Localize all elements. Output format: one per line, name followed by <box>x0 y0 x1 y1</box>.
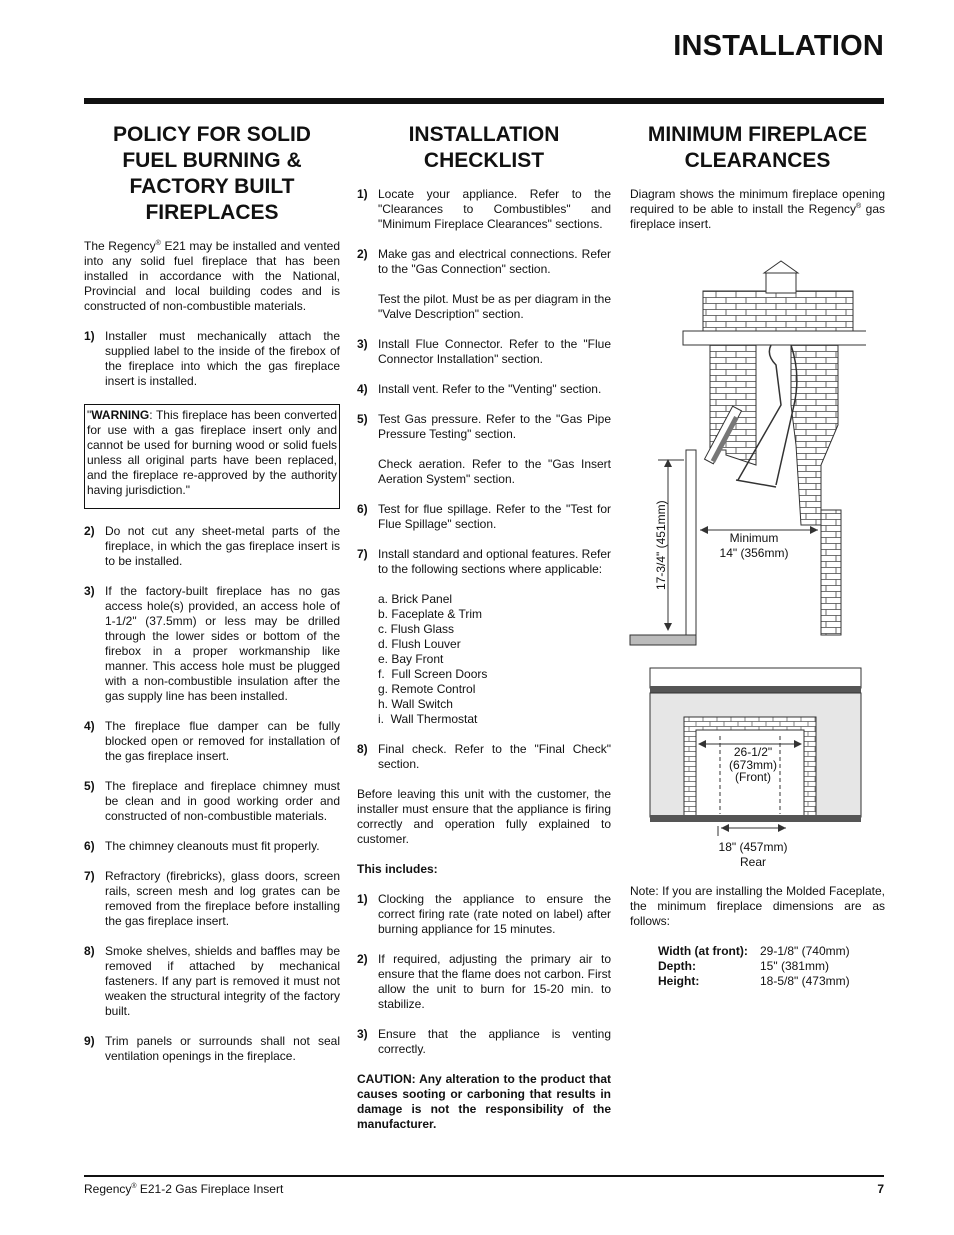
warning-box <box>84 404 340 509</box>
checklist-item <box>357 502 611 532</box>
item-number: 8) <box>84 944 95 958</box>
item-text: Make gas and electrical connections. Refer to the "Gas Connection" section. <box>378 247 611 276</box>
clearances-note-block <box>630 884 885 989</box>
item-text: Install Flue Connector. Refer to the "Flue Connector Installation" section. <box>378 337 611 366</box>
checklist-subnote: Check aeration. Refer to the "Gas Insert Aeration System" section. <box>378 457 611 486</box>
before-leaving-text: Before leaving this unit with the customer, the installer must ensure that the appliance is firing correctly and operation fully explained to customer. <box>357 787 611 846</box>
warning-text: : This fireplace has been converted for use with a gas fireplace insert only and cannot be used for burning wood or solid fuels unless all original parts have been replaced, and the fireplace re-approved by the authority having jurisdiction." <box>87 408 337 497</box>
item-text: Refractory (firebricks), glass doors, screen rails, screen mesh and log grates can be removed from the fireplace before installing the gas fireplace insert. <box>105 869 340 928</box>
includes-item <box>357 952 611 1012</box>
side-height-label: 17-3/4" (451mm) <box>654 500 668 590</box>
feature-item: b. Faceplate & Trim <box>378 607 483 621</box>
item-number: 2) <box>84 524 95 538</box>
mantel-top <box>650 668 861 688</box>
item-number: 7) <box>84 869 95 883</box>
item-text: Test Gas pressure. Refer to the "Gas Pipe Pressure Testing" section. <box>378 412 611 441</box>
chimney-body-right <box>791 345 838 525</box>
item-text: Install standard and optional features. Refer to the following sections where applicable: <box>378 547 611 576</box>
dimension-row <box>658 959 885 974</box>
top-view-diagram <box>626 666 866 874</box>
policy-item <box>84 584 340 704</box>
item-text: The fireplace and fireplace chimney must be clean and in good working order and constructed of non-combustible materials. <box>105 779 340 823</box>
item-text: The chimney cleanouts must fit properly. <box>105 839 320 853</box>
item-text: If required, adjusting the primary air to ensure that the flame does not carbon. First allow the unit to burn for 15-20 min. to stabilize. <box>378 952 611 1011</box>
dimension-table <box>658 944 885 989</box>
clearances-intro <box>630 187 885 232</box>
item-number: 7) <box>357 547 368 561</box>
item-text: Installer must mechanically attach the supplied label to the inside of the firebox of the fireplace into which the gas fireplace insert is installed. <box>105 329 340 388</box>
front-label: (Front) <box>735 770 771 784</box>
clearances-intro-a: Diagram shows the minimum fireplace opening required to be able to install the Regency <box>630 187 885 216</box>
page-number: 7 <box>877 1182 884 1196</box>
checklist-item <box>357 337 611 367</box>
item-number: 1) <box>357 892 368 906</box>
clearances-column <box>630 122 885 247</box>
item-number: 1) <box>84 329 95 343</box>
dimension-value: 18-5/8" (473mm) <box>760 974 850 988</box>
item-number: 6) <box>357 502 368 516</box>
includes-item <box>357 892 611 937</box>
footer-brand: Regency <box>84 1182 132 1196</box>
feature-item: d. Flush Louver <box>378 637 461 651</box>
registered-mark: ® <box>155 240 161 247</box>
feature-item: g. Remote Control <box>378 682 476 696</box>
page-title: INSTALLATION <box>673 30 884 62</box>
item-number: 4) <box>357 382 368 396</box>
includes-item <box>357 1027 611 1057</box>
chimney-cap <box>764 261 798 273</box>
dimension-key: Depth: <box>658 959 696 973</box>
chimney-crown <box>703 291 853 331</box>
front-width-mm: (673mm) <box>728 758 778 772</box>
item-number: 2) <box>357 247 368 261</box>
side-min-value: 14" (356mm) <box>719 546 789 560</box>
caution-text: CAUTION: Any alteration to the product that causes sooting or carboning that results in damage is not the responsibility of the manufacturer. <box>357 1072 611 1131</box>
item-number: 9) <box>84 1034 95 1048</box>
item-text: Ensure that the appliance is venting correctly. <box>378 1027 611 1056</box>
item-text: Locate your appliance. Refer to the "Clearances to Combustibles" and "Minimum Fireplace Clearances" sections. <box>378 187 611 231</box>
checklist-item <box>357 412 611 442</box>
checklist-column <box>357 122 611 1147</box>
checklist-item <box>357 742 611 772</box>
top-rule <box>84 98 884 104</box>
item-text: Clocking the appliance to ensure the correct firing rate (rate noted on label) after burning appliance for 15 minutes. <box>378 892 611 936</box>
item-number: 2) <box>357 952 368 966</box>
item-text: Do not cut any sheet-metal parts of the fireplace, in which the gas fireplace insert is to be installed. <box>105 524 340 568</box>
checklist-subnote: Test the pilot. Must be as per diagram in the "Valve Description" section. <box>378 292 611 321</box>
clearances-intro-b: gas fireplace insert. <box>630 202 885 231</box>
policy-item <box>84 779 340 824</box>
feature-item: i. Wall Thermostat <box>378 712 478 726</box>
hearth <box>630 635 696 645</box>
item-number: 4) <box>84 719 95 733</box>
dimension-value: 15" (381mm) <box>760 959 829 973</box>
side-min-label: Minimum <box>729 531 779 545</box>
warning-label: WARNING <box>91 408 150 422</box>
warning-quote: " <box>87 408 92 422</box>
feature-item: e. Bay Front <box>378 652 444 666</box>
item-text: Install vent. Refer to the "Venting" section. <box>378 382 602 396</box>
policy-intro-b: E21 may be installed and vented into any solid fuel fireplace that has been installed in accordance with the National, Provincial and local building codes and is constructed of non-combustible materials. <box>84 239 341 313</box>
item-number: 3) <box>84 584 95 598</box>
footer-product-name: E21-2 Gas Fireplace Insert <box>136 1182 284 1196</box>
item-text: Trim panels or surrounds shall not seal ventilation openings in the fireplace. <box>105 1034 340 1063</box>
policy-intro-a: The Regency <box>84 239 156 253</box>
item-number: 3) <box>357 1027 368 1041</box>
item-text: If the factory-built fireplace has no gas access hole(s) provided, an access hole of 1-1/2" (37.5mm) or less may be drilled through the lower sides or bottom of the firebox in a proper workmanship like manner. This access hole must be plugged with a non-combustible insulation after the gas supply line has been installed. <box>105 584 340 703</box>
front-width: 26-1/2" <box>733 745 773 759</box>
feature-item: c. Flush Glass <box>378 622 455 636</box>
item-number: 6) <box>84 839 95 853</box>
policy-item <box>84 869 340 929</box>
item-number: 3) <box>357 337 368 351</box>
footer-product <box>84 1182 283 1196</box>
policy-item <box>84 944 340 1019</box>
item-text: Final check. Refer to the "Final Check" section. <box>378 742 611 771</box>
checklist-heading: INSTALLATION CHECKLIST <box>408 123 560 172</box>
item-number: 5) <box>357 412 368 426</box>
policy-heading: POLICY FOR SOLID FUEL BURNING & FACTORY BUILT FIREPLACES <box>113 123 311 224</box>
item-text: Test for flue spillage. Refer to the "Test for Flue Spillage" section. <box>378 502 611 531</box>
policy-item <box>84 1034 340 1064</box>
dimension-key: Height: <box>658 974 700 988</box>
item-text: Smoke shelves, shields and baffles may be removed if attached by mechanical fasteners. If any part is removed it must not weaken the structural integrity of the factory built. <box>105 944 340 1018</box>
side-view-diagram <box>626 255 866 650</box>
dimension-row <box>658 944 885 959</box>
item-text: The fireplace flue damper can be fully blocked open or removed for installation of the gas fireplace insert. <box>105 719 340 763</box>
dimension-value: 29-1/8" (740mm) <box>760 944 850 958</box>
policy-intro <box>84 239 340 314</box>
policy-item <box>84 839 340 854</box>
policy-item <box>84 524 340 569</box>
checklist-item <box>357 382 611 397</box>
clearances-heading: MINIMUM FIREPLACE CLEARANCES <box>647 123 868 172</box>
rear-label: Rear <box>739 855 767 869</box>
molded-faceplate-note: Note: If you are installing the Molded Faceplate, the minimum fireplace dimensions are as follows: <box>630 884 885 928</box>
dimension-key: Width (at front): <box>658 944 748 958</box>
item-number: 1) <box>357 187 368 201</box>
rear-width: 18" (457mm) <box>718 840 788 854</box>
roof-line <box>683 331 866 345</box>
policy-item <box>84 329 340 389</box>
feature-item: a. Brick Panel <box>378 592 453 606</box>
registered-mark: ® <box>856 203 862 210</box>
registered-mark: ® <box>131 1183 137 1190</box>
feature-item: h. Wall Switch <box>378 697 453 711</box>
bottom-rule <box>84 1175 884 1177</box>
feature-item: f. Full Screen Doors <box>378 667 488 681</box>
policy-column <box>84 122 340 1079</box>
policy-item <box>84 719 340 764</box>
checklist-item <box>357 247 611 277</box>
checklist-item <box>357 547 611 577</box>
feature-list <box>378 592 611 727</box>
checklist-item <box>357 187 611 232</box>
item-number: 8) <box>357 742 368 756</box>
includes-label: This includes: <box>357 862 438 876</box>
dimension-row <box>658 974 885 989</box>
item-number: 5) <box>84 779 95 793</box>
